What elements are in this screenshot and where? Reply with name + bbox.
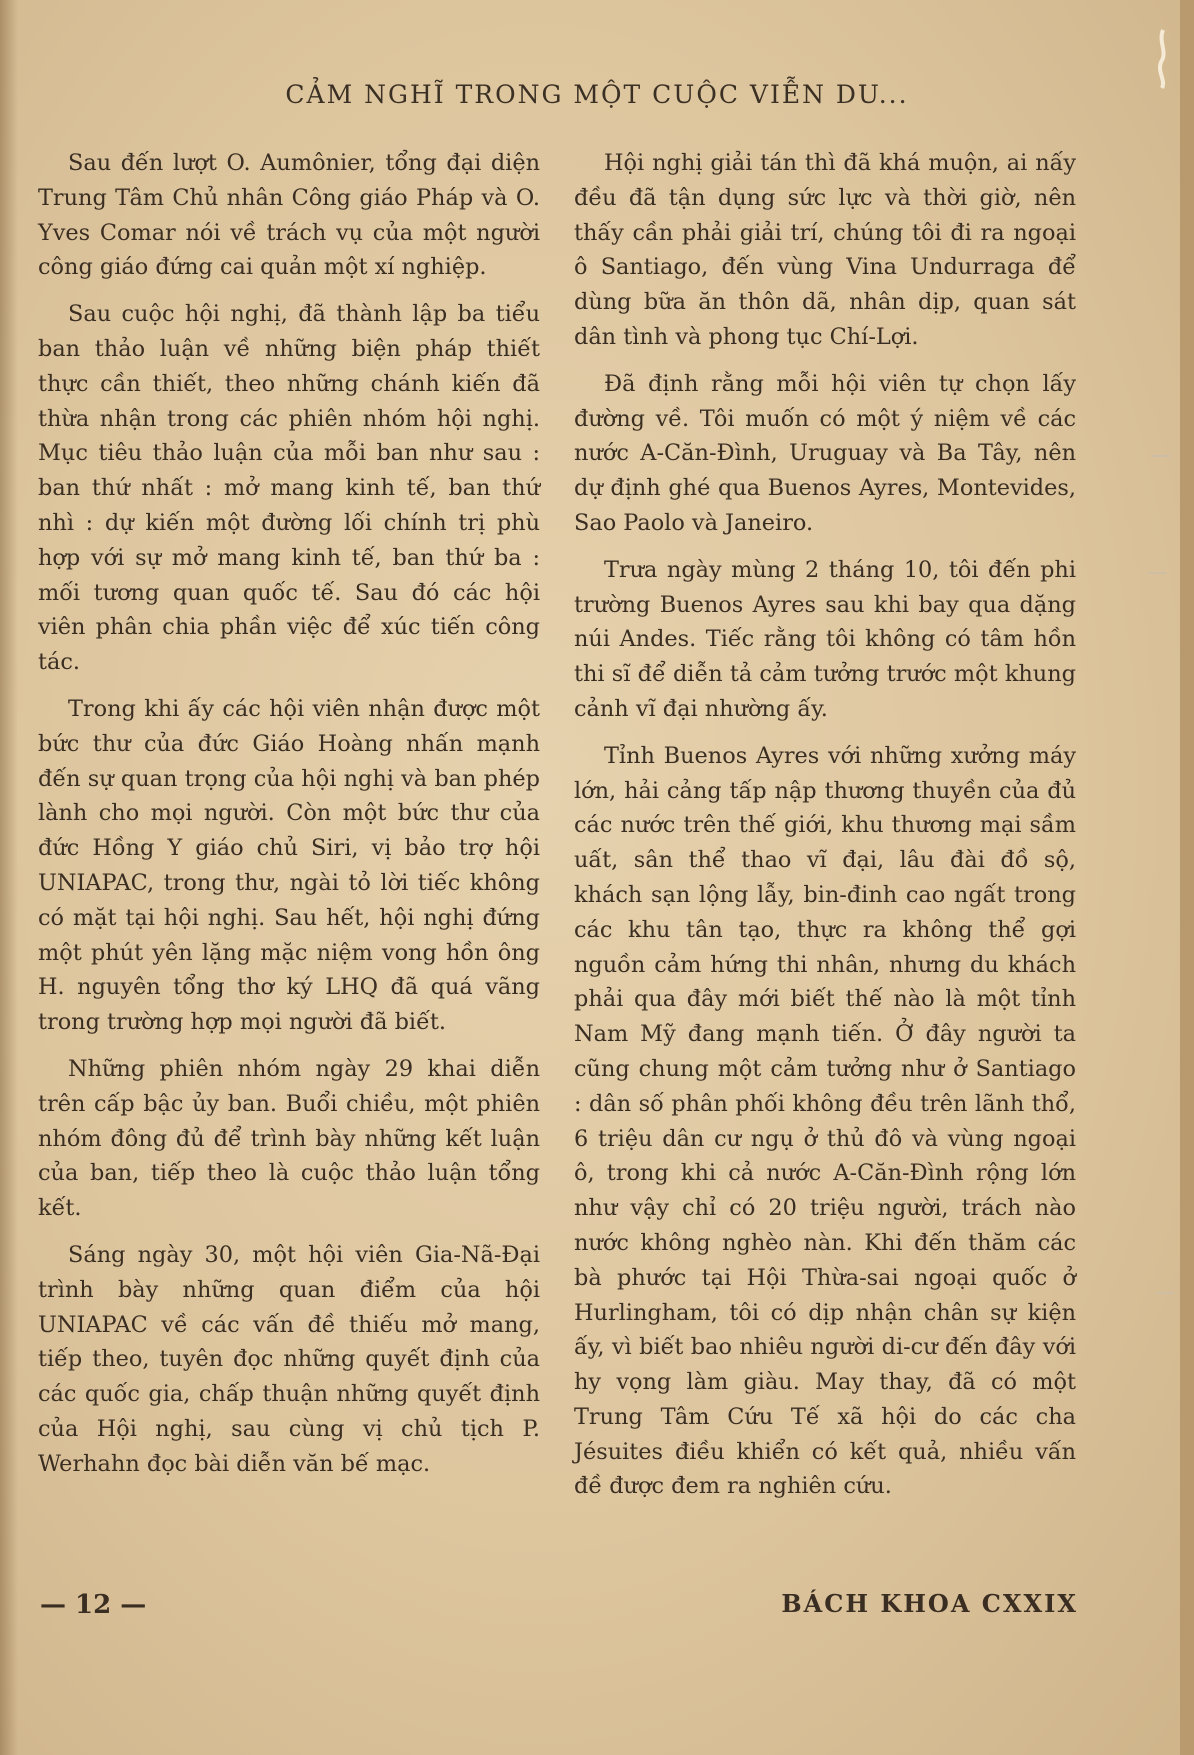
paragraph: Tỉnh Buenos Ayres với những xưởng máy lớn, hải cảng tấp nập thương thuyền của đủ các nước trên thế giới, khu thương mại sầm uất, sân thể thao vĩ đại, lâu đài đồ sộ, khách sạn lộng lẫy, bin-đinh cao ngất trong các khu tân tạo, thực ra không thể gợi nguồn cảm hứng thi nhân, nhưng du khách phải qua đây mới biết thế nào là một tỉnh Nam Mỹ đang mạnh tiến. Ở đây người ta cũng chung một cảm tưởng như ở Santiago : dân số phân phối không đều trên lãnh thổ, 6 triệu dân cư ngụ ở thủ đô và vùng ngoại ô, trong khi cả nước A-Căn-Đình rộng lớn như vậy chỉ có 20 triệu người, trách nào nước không nghèo nàn. Khi đến thăm các bà phước tại Hội Thừa-sai ngoại quốc ở Hurlingham, tôi có dịp nhận chân sự kiện ấy, vì biết bao nhiêu người di-cư đến đây với hy vọng làm giàu. May thay, đã có một Trung Tâm Cứu Tế xã hội do các cha Jésuites điều khiển có kết quả, nhiều vấn đề được đem ra nghiên cứu. (574, 742, 1076, 1500)
running-header: CẢM NGHĨ TRONG MỘT CUỘC VIỄN DU... (285, 80, 909, 109)
paragraph: Đã định rằng mỗi hội viên tự chọn lấy đường về. Tôi muốn có một ý niệm về các nước A-Căn-Đình, Uruguay và Ba Tây, nên dự định ghé qua Buenos Ayres, Montevides, Sao Paolo và Janeiro. (574, 370, 1076, 536)
binding-shadow (0, 0, 18, 1755)
right-column (574, 146, 1076, 1516)
paragraph: Sau cuộc hội nghị, đã thành lập ba tiểu ban thảo luận về những biện pháp thiết thực cần thiết, theo những chánh kiến đã thừa nhận trong các phiên nhóm hội nghị. Mục tiêu thảo luận của mỗi ban như sau : ban thứ nhất : mở mang kinh tế, ban thứ nhì : dự kiến một đường lối chính trị phù hợp với sự mở mang kinh tế, ban thứ ba : mối tương quan quốc tế. Sau đó các hội viên phân chia phần việc để xúc tiến công tác. (38, 301, 540, 676)
paragraph: Hội nghị giải tán thì đã khá muộn, ai nấy đều đã tận dụng sức lực và thời giờ, nên thấy cần phải giải trí, chúng tôi đi ra ngoại ô Santiago, đến vùng Vina Undurraga để dùng bữa ăn thôn dã, nhân dịp, quan sát dân tình và phong tục Chí-Lợi. (574, 150, 1076, 350)
edge-mark (1148, 572, 1166, 574)
paragraph: Trưa ngày mùng 2 tháng 10, tôi đến phi trường Buenos Ayres sau khi bay qua dặng núi Andes. Tiếc rằng tôi không có tâm hồn thi sĩ để diễn tả cảm tưởng trước một khung cảnh vĩ đại nhường ấy. (574, 556, 1076, 722)
paragraph: Trong khi ấy các hội viên nhận được một bức thư của đức Giáo Hoàng nhấn mạnh đến sự quan trọng của hội nghị và ban phép lành cho mọi người. Còn một bức thư của đức Hồng Y giáo chủ Siri, vị bảo trợ hội UNIAPAC, trong thư, ngài tỏ lời tiếc không có mặt tại hội nghị. Sau hết, hội nghị đứng một phút yên lặng mặc niệm vong hồn ông H. nguyên tổng thơ ký LHQ đã quá vãng trong trường hợp mọi người đã biết. (38, 695, 540, 1036)
edge-mark (1156, 1292, 1174, 1294)
paragraph: Sau đến lượt O. Aumônier, tổng đại diện Trung Tâm Chủ nhân Công giáo Pháp và O. Yves Comar nói về trách vụ của một người công giáo đứng cai quản một xí nghiệp. (38, 150, 540, 281)
edge-mark (1152, 455, 1170, 457)
page-number: — 12 — (40, 1590, 147, 1620)
paragraph: Những phiên nhóm ngày 29 khai diễn trên cấp bậc ủy ban. Buổi chiều, một phiên nhóm đông đủ để trình bày những kết luận của ban, tiếp theo là cuộc thảo luận tổng kết. (38, 1055, 540, 1222)
torn-right-edge (1180, 0, 1194, 1755)
paragraph: Sáng ngày 30, một hội viên Gia-Nã-Đại trình bày những quan điểm của hội UNIAPAC về các vấn đề thiếu mở mang, tiếp theo, tuyên đọc những quyết định của các quốc gia, chấp thuận những quyết định của Hội nghị, sau cùng vị chủ tịch P. Werhahn đọc bài diễn văn bế mạc. (38, 1241, 540, 1477)
left-column (38, 146, 540, 1493)
journal-title: BÁCH KHOA CXXIX (781, 1589, 1078, 1618)
